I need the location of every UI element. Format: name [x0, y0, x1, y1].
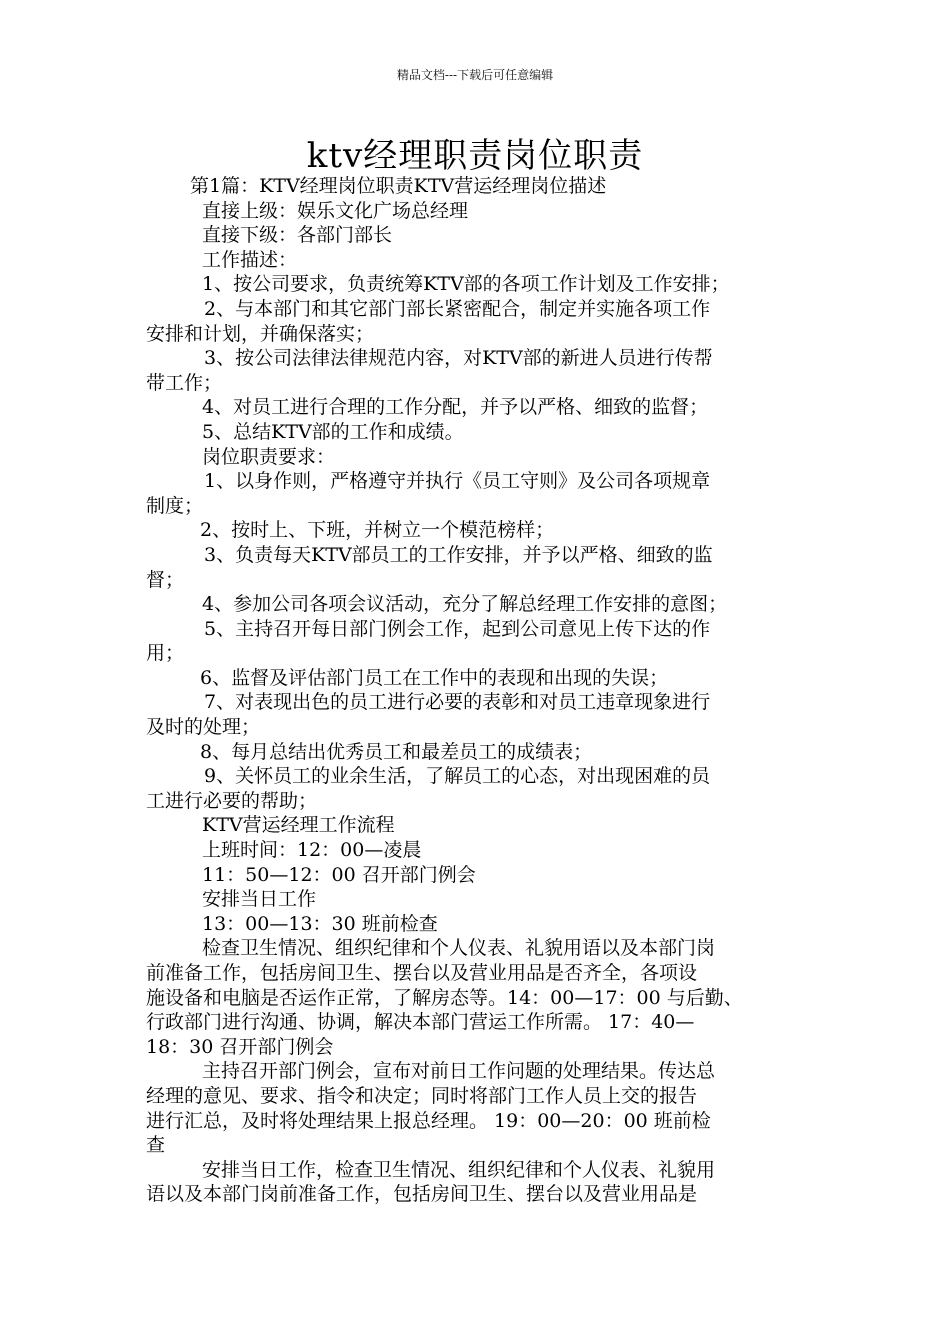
text-line: 前准备工作，包括房间卫生、摆台以及营业用品是否齐全，各项设	[146, 962, 698, 984]
text-line: 第1篇：KTV经理岗位职责KTV营运经理岗位描述	[190, 175, 607, 197]
text-line: 1、以身作则，严格遵守并执行《员工守则》及公司各项规章	[204, 470, 711, 493]
text-line: 11：50—12：00 召开部门例会	[202, 863, 476, 886]
text-line: 安排当日工作，检查卫生情况、组织纪律和个人仪表、礼貌用	[202, 1158, 716, 1181]
text-line: 施设备和电脑是否运作正常，了解房态等。14：00—17：00 与后勤、	[146, 986, 743, 1009]
text-line: 安排和计划，并确保落实；	[146, 322, 375, 345]
text-line: 8、每月总结出优秀员工和最差员工的成绩表；	[200, 740, 593, 763]
text-line: 2、按时上、下班，并树立一个模范榜样；	[200, 519, 555, 542]
text-line: 1、按公司要求，负责统筹KTV部的各项工作计划及工作安排；	[202, 273, 730, 296]
text-line: 带工作；	[146, 371, 223, 394]
text-line: 3、负责每天KTV部员工的工作安排，并予以严格、细致的监	[204, 543, 713, 566]
document-body	[146, 174, 810, 1207]
text-line: 6、监督及评估部门员工在工作中的表现和出现的失误；	[200, 666, 669, 689]
text-line: 18：30 召开部门例会	[146, 1035, 334, 1058]
text-line: 经理的意见、要求、指令和决定；同时将部门工作人员上交的报告	[146, 1084, 698, 1107]
text-line: 7、对表现出色的员工进行必要的表彰和对员工违章现象进行	[204, 691, 711, 714]
text-line: 13：00—13：30 班前检查	[202, 912, 438, 935]
text-line: 行政部门进行沟通、协调，解决本部门营运工作所需。 17：40—	[146, 1011, 695, 1034]
text-line: 9、关怀员工的业余生活，了解员工的心态，对出现困难的员	[204, 765, 711, 788]
text-line: 4、参加公司各项会议活动，充分了解总经理工作安排的意图；	[202, 593, 728, 616]
text-line: 及时的处理；	[146, 716, 261, 739]
document-title: ktv经理职责岗位职责	[306, 136, 644, 176]
text-line: 直接下级：各部门部长	[202, 224, 393, 247]
text-line: 2、与本部门和其它部门部长紧密配合，制定并实施各项工作	[204, 297, 711, 320]
text-line: 上班时间：12：00—凌晨	[202, 839, 422, 862]
text-line: 用；	[146, 642, 185, 665]
text-line: 4、对员工进行合理的工作分配，并予以严格、细致的监督；	[202, 396, 709, 419]
text-line: 安排当日工作	[202, 888, 317, 911]
text-line: 5、总结KTV部的工作和成绩。	[202, 420, 464, 443]
text-line: 5、主持召开每日部门例会工作，起到公司意见上传下达的作	[204, 617, 711, 640]
text-line: 岗位职责要求：	[202, 445, 336, 468]
text-line: 进行汇总，及时将处理结果上报总经理。 19：00—20：00 班前检	[146, 1109, 711, 1132]
text-line: 工作描述：	[202, 248, 298, 271]
page-header: 精品文档---下载后可任意编辑	[396, 68, 554, 82]
text-line: 督；	[146, 568, 185, 591]
text-line: 直接上级：娱乐文化广场总经理	[202, 199, 469, 222]
text-line: 主持召开部门例会，宣布对前日工作问题的处理结果。传达总	[202, 1060, 716, 1083]
text-line: 查	[146, 1134, 166, 1157]
text-line: KTV营运经理工作流程	[202, 814, 395, 837]
text-line: 制度；	[146, 494, 204, 517]
text-line: 检查卫生情况、组织纪律和个人仪表、礼貌用语以及本部门岗	[202, 937, 716, 960]
text-line: 工进行必要的帮助；	[146, 789, 318, 812]
text-line: 语以及本部门岗前准备工作，包括房间卫生、摆台以及营业用品是	[146, 1183, 698, 1206]
text-line: 3、按公司法律法律规范内容，对KTV部的新进人员进行传帮	[204, 347, 713, 370]
